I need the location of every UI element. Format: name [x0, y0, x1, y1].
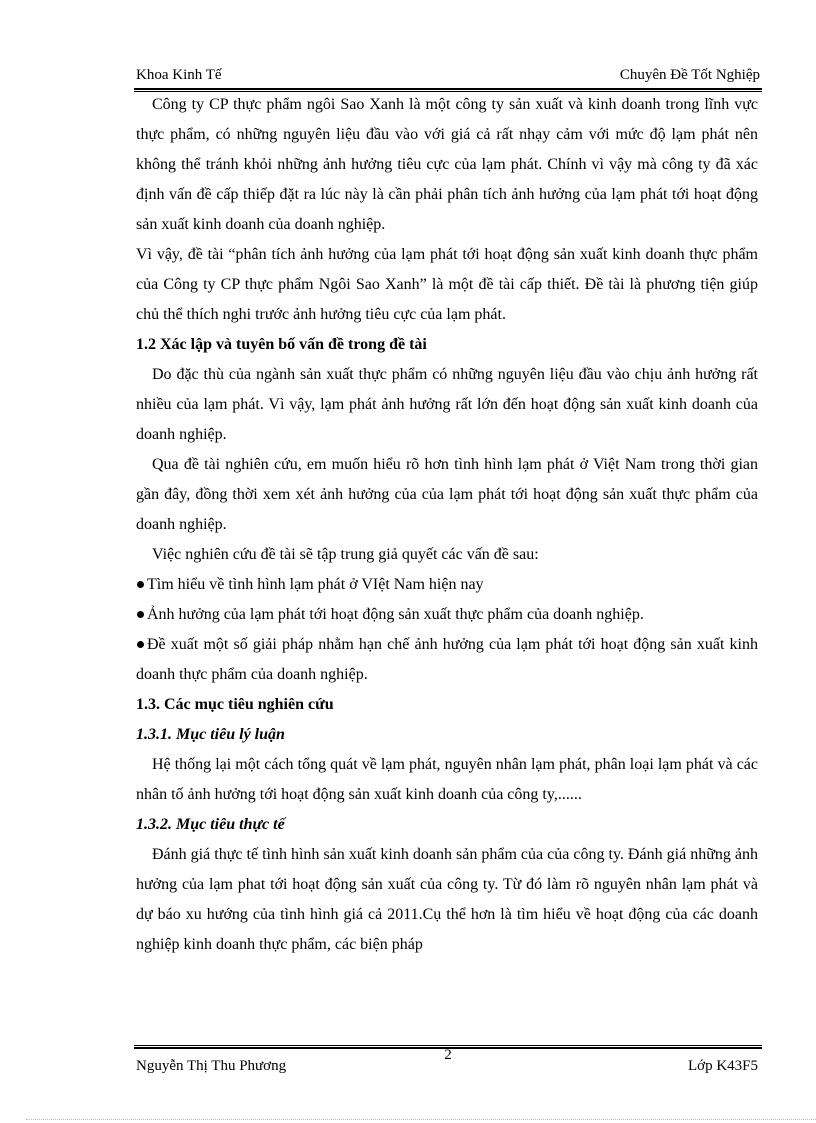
header-faculty: Khoa Kinh Tế: [136, 67, 222, 83]
section-heading: 1.2 Xác lập và tuyên bố vấn đề trong đề tài: [136, 336, 427, 353]
bullet-item: Đề xuất một số giải pháp nhằm hạn chế ảnh hưởng của lạm phát tới hoạt động sản xuất kinh doanh thực phẩm của doanh nghiệp.: [136, 636, 758, 683]
paragraph: Do đặc thù của ngành sản xuất thực phẩm có những nguyên liệu đầu vào chịu ảnh hưởng rất nhiều của lạm phát. Vì vậy, lạm phát ảnh hưởng rất lớn đến hoạt động sản xuất kinh doanh của doanh nghiệp.: [136, 366, 758, 443]
subsection-heading: 1.3.1. Mục tiêu lý luận: [136, 726, 285, 743]
paragraph: Vì vậy, đề tài “phân tích ảnh hưởng của lạm phát tới hoạt động sản xuất kinh doanh thực phẩm của Công ty CP thực phẩm Ngôi Sao Xanh” là một đề tài cấp thiết. Đề tài là phương tiện giúp chủ thể thích nghi trước ảnh hưởng tiêu cực của lạm phát.: [136, 246, 758, 323]
paragraph: Qua đề tài nghiên cứu, em muốn hiểu rõ hơn tình hình lạm phát ở Việt Nam trong thời gian gần đây, đồng thời xem xét ảnh hưởng của của lạm phát tới hoạt động sản xuất thực phẩm của doanh nghiệp.: [136, 456, 758, 533]
header-doc-type: Chuyên Đề Tốt Nghiệp: [619, 67, 760, 83]
paragraph: Hệ thống lại một cách tổng quát về lạm phát, nguyên nhân lạm phát, phân loại lạm phát và các nhân tố ảnh hưởng tới hoạt động sản xuất kinh doanh của công ty,......: [136, 756, 758, 803]
page-footer: [136, 1057, 758, 1075]
bullet-icon: [137, 641, 144, 648]
page-edge-dotted-line: [26, 1119, 816, 1120]
paragraph: Việc nghiên cứu đề tài sẽ tập trung giả quyết các vấn đề sau:: [152, 546, 539, 563]
bullet-icon: [137, 581, 144, 588]
subsection-heading: 1.3.2. Mục tiêu thực tế: [136, 816, 285, 833]
section-heading: 1.3. Các mục tiêu nghiên cứu: [136, 696, 334, 713]
bullet-icon: [137, 611, 144, 618]
page-number: 2: [444, 1047, 452, 1063]
bullet-item: Tìm hiểu về tình hình lạm phát ở VIệt Nam hiện nay: [136, 570, 758, 600]
page-body: [136, 90, 758, 960]
paragraph: Đánh giá thực tế tình hình sản xuất kinh doanh sản phẩm của của công ty. Đánh giá những ảnh hưởng của lạm phat tới hoạt động sản xuất của công ty. Từ đó làm rõ nguyên nhân lạm phát và dự báo xu hướng của tình hình giá cả 2011.Cụ thể hơn là tìm hiểu về hoạt động của các doanh nghiệp kinh doanh thực phẩm, các biện pháp: [136, 846, 758, 953]
footer-author: Nguyễn Thị Thu Phương: [136, 1058, 287, 1074]
bullet-item: Ảnh hưởng của lạm phát tới hoạt động sản xuất thực phẩm của doanh nghiệp.: [136, 600, 758, 630]
page-header: [136, 66, 760, 84]
paragraph: Công ty CP thực phẩm ngôi Sao Xanh là một công ty sản xuất và kinh doanh trong lĩnh vực thực phẩm, có những nguyên liệu đầu vào với giá cả rất nhạy cảm với mức độ lạm phát nên không thể tránh khỏi những ảnh hưởng tiêu cực của lạm phát. Chính vì vậy mà công ty đã xác định vấn đề cấp thiếp đặt ra lúc này là cần phải phân tích ảnh hưởng của lạm phát tới hoạt động sản xuất kinh doanh của doanh nghiệp.: [136, 96, 758, 233]
footer-class: Lớp K43F5: [687, 1058, 758, 1074]
